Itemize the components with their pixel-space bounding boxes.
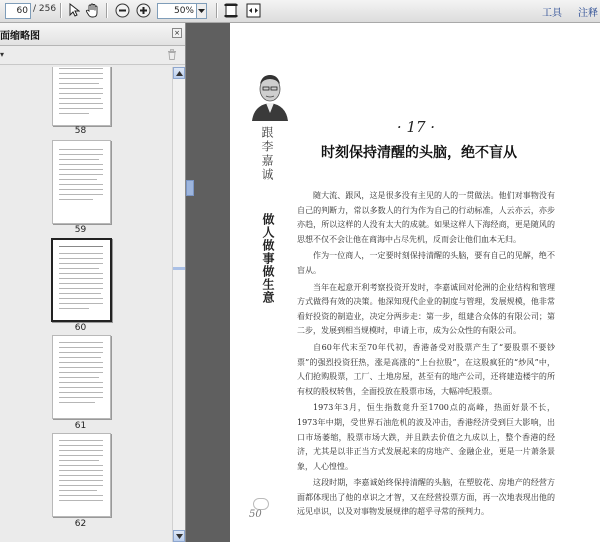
panel-toolbar xyxy=(0,46,185,65)
scroll-up-button[interactable] xyxy=(173,67,185,79)
toolbar-divider xyxy=(60,3,62,18)
fit-width-icon[interactable] xyxy=(245,2,261,18)
paragraph: 当年在起意开利考察投资开发时，李嘉诚回对伦洲的企业结构和管理方式做得有效的决策。他深知现代企业的制度与管理，发展规模，他非常看好投资的制造业，决定分两步走：第一步，组建合众体的有限公司；第二步，发展到相当规模时，申请上市，成为公众性的有限公司。 xyxy=(297,282,555,336)
fit-page-icon[interactable] xyxy=(223,2,239,18)
options-dropdown-icon[interactable]: ▾ xyxy=(0,50,5,59)
paragraph: 随大流、跟风，这是很多没有主见的人的一贯做法。他们对事物没有自己的判断力，常以多数人的行为作为自己的行动标准，人云亦云，亦步亦趋，所以这样的人没有太大的成就。如果这样人下海经商，更是随风的思想不仅不会让他在商海中占尽先机，反而会让他们血本无归。 xyxy=(297,191,555,244)
scroll-down-button[interactable] xyxy=(173,530,185,542)
toolbar xyxy=(0,0,600,23)
thumbnail-list[interactable] xyxy=(0,67,172,542)
page-thumbnail[interactable] xyxy=(52,67,111,126)
page-thumbnail[interactable] xyxy=(52,335,111,419)
thumbnail-page-number: 61 xyxy=(74,421,87,431)
document-page xyxy=(232,23,600,542)
thumbnail-page-number: 58 xyxy=(74,126,87,136)
thumbnail-page-number: 59 xyxy=(74,225,87,235)
thumbnail-page-number: 60 xyxy=(74,323,87,333)
thumbnail-panel xyxy=(0,23,186,542)
zoom-out-icon[interactable] xyxy=(114,2,130,18)
author-portrait xyxy=(250,69,290,121)
page-thumbnail[interactable] xyxy=(52,140,111,224)
scrollbar-thumb[interactable] xyxy=(173,267,185,270)
chevron-up-icon xyxy=(176,71,183,76)
zoom-level-input[interactable]: 50% xyxy=(157,3,199,19)
zoom-dropdown-button[interactable] xyxy=(196,3,207,19)
select-arrow-icon[interactable] xyxy=(66,2,82,18)
thumbnail-page-number: 62 xyxy=(74,519,87,529)
tools-menu-button[interactable]: 工具 xyxy=(542,8,562,19)
page-total: / 256 xyxy=(33,4,57,14)
page-thumbnail-selected[interactable] xyxy=(51,238,112,322)
close-panel-icon[interactable]: × xyxy=(172,28,182,38)
chapter-title: 时刻保持清醒的头脑，绝不盲从 xyxy=(321,145,517,161)
comment-menu-button[interactable]: 注释 xyxy=(578,8,598,19)
page-thumbnail[interactable] xyxy=(52,433,111,517)
paragraph: 作为一位商人，一定要时刻保持清醒的头脑，要有自己的见解，绝不盲从。 xyxy=(297,251,555,275)
book-series-title: 跟李嘉诚 xyxy=(260,126,274,182)
chevron-down-icon xyxy=(176,534,183,539)
page-number: 50 xyxy=(249,509,262,520)
page-number-input[interactable]: 60 xyxy=(5,3,31,19)
zoom-in-icon[interactable] xyxy=(135,2,151,18)
splitter-grip[interactable] xyxy=(186,180,194,196)
paragraph: 这段时期，李嘉诚始终保持清醒的头脑，在塑胶花、房地产的经营方面都体现出了他的卓识之才智，又在经营投票方面，再一次地表现出他的远见卓识，以及对事物发展规律的超乎寻常的预判力。 xyxy=(297,478,555,517)
paragraph: 1973年3月，恒生指数竟升至1700点的高峰，热面好景不长，1973年中期，受世界石油危机的波及冲击，香港经济受到巨大影响，出口市场萎缩，股票市场大跌，并且跌去价值之九成以上，整个香港的经济，尤其是以非正当方式发展起来的房地产、金融企业，更是一片萧条景象，人心惶惶。 xyxy=(297,403,555,471)
hand-icon[interactable] xyxy=(84,2,100,18)
panel-splitter[interactable] xyxy=(186,23,230,542)
panel-title: 面缩略图 xyxy=(0,31,40,42)
trash-icon[interactable] xyxy=(167,49,177,63)
paragraph: 自60年代末至70年代初，香港备受对股票产生了“要股票不要钞票”的强烈投资狂热，涨是高涨的“上台拉股”，在这股疯狂的“炒风”中，人们抢购股票，工厂、土地房屋，甚至有的地产公司，还将建造楼宇的所有权的股权转售，全面投放在股票市场，大幅冲纪股票。 xyxy=(297,342,555,396)
chapter-number: · 17 · xyxy=(396,118,436,136)
toolbar-divider xyxy=(106,3,108,18)
chevron-down-icon xyxy=(198,9,205,14)
body-text xyxy=(297,189,555,522)
thumbnail-scrollbar[interactable] xyxy=(172,67,185,542)
panel-header xyxy=(0,23,185,46)
toolbar-divider xyxy=(216,3,218,18)
book-subtitle: 做人做事做生意 xyxy=(261,213,275,304)
